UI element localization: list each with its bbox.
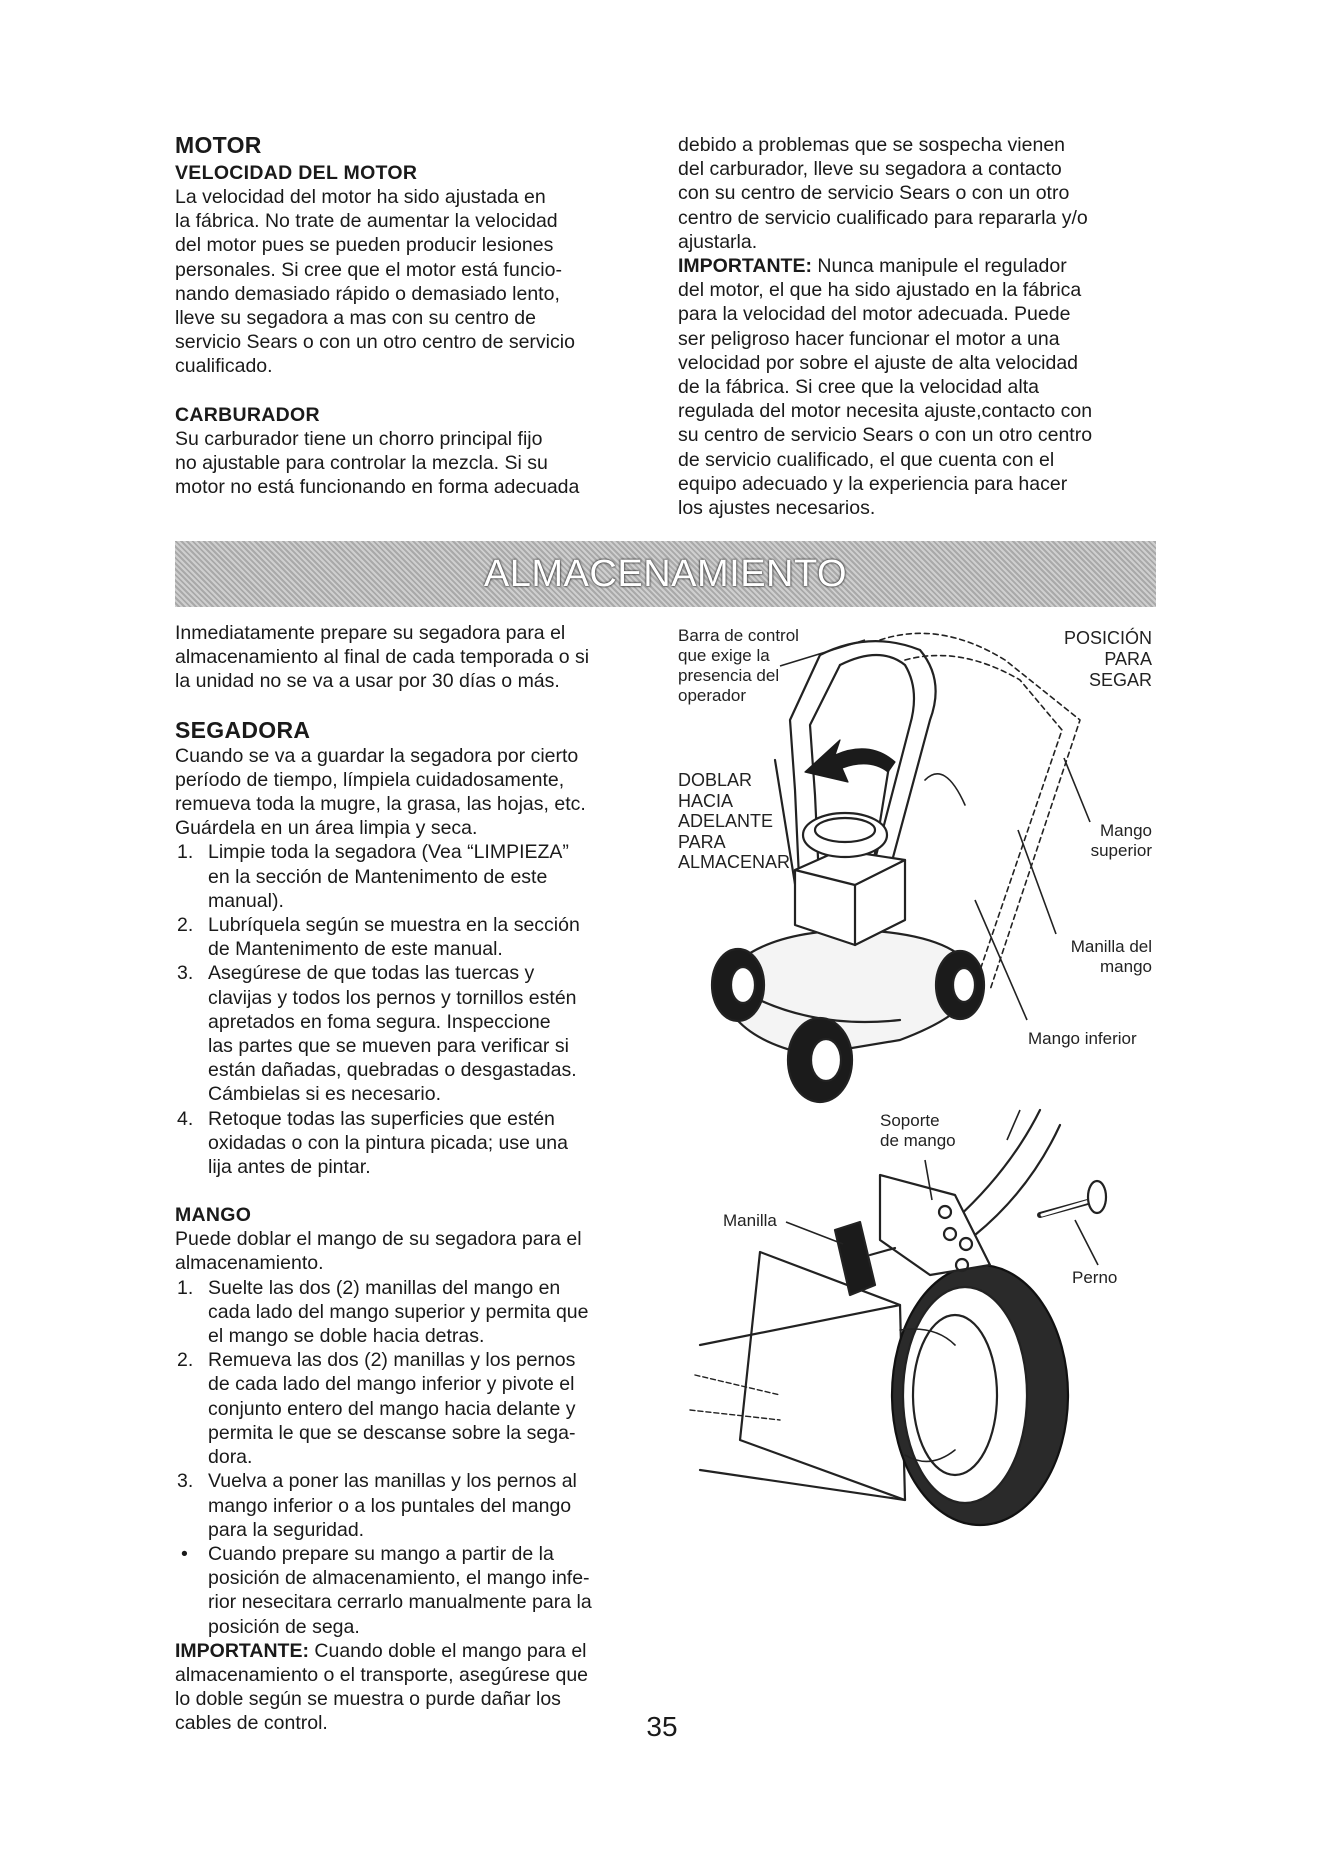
step-line: conjunto entero del mango hacia delante y bbox=[208, 1397, 576, 1420]
step-line: posición de sega. bbox=[208, 1615, 360, 1638]
label-line: Barra de control bbox=[678, 626, 799, 645]
label-line: de mango bbox=[880, 1131, 956, 1150]
page-number: 35 bbox=[646, 1711, 678, 1742]
step-line: Cuando prepare su mango a partir de la bbox=[208, 1542, 554, 1565]
segadora-heading: SEGADORA bbox=[175, 716, 311, 743]
intro-line: Inmediatamente prepare su segadora para el bbox=[175, 622, 566, 644]
motor-section bbox=[175, 131, 655, 499]
text-line: ser peligroso hacer funcionar el motor a una bbox=[678, 327, 1060, 350]
label-mango-superior bbox=[1040, 821, 1152, 861]
step-line: manual). bbox=[208, 889, 284, 912]
text-line: equipo adecuado y la experiencia para hacer bbox=[678, 472, 1068, 495]
step-line: en la sección de Mantenimento de este bbox=[208, 865, 548, 888]
list-item bbox=[175, 913, 665, 961]
step-line: las partes que se mueven para verificar si bbox=[208, 1035, 569, 1058]
step-line: Lubríquela según se muestra en la sección bbox=[208, 914, 580, 937]
step-line: permita le que se descanse sobre la sega- bbox=[208, 1421, 576, 1444]
velocidad-line: La velocidad del motor ha sido ajustada en bbox=[175, 186, 546, 208]
text-line: centro de servicio cualificado para repararla y/o bbox=[678, 206, 1088, 229]
step-number: 1. bbox=[177, 1276, 194, 1299]
list-item bbox=[175, 1542, 665, 1639]
step-line: Limpie toda la segadora (Vea “LIMPIEZA” bbox=[208, 841, 569, 864]
carburador-line: motor no está funcionando en forma adecuada bbox=[175, 476, 580, 499]
step-number: 3. bbox=[177, 1470, 194, 1493]
velocidad-line: personales. Si cree que el motor está funcio- bbox=[175, 258, 562, 281]
label-posicion-para-segar bbox=[1030, 628, 1152, 691]
segadora-line: período de tiempo, límpiela cuidadosamente, bbox=[175, 768, 565, 791]
velocidad-line: nando demasiado rápido o demasiado lento, bbox=[175, 282, 560, 305]
text-line: regulada del motor necesita ajuste,contacto con bbox=[678, 400, 1093, 423]
step-number: 1. bbox=[177, 841, 194, 864]
step-number: 3. bbox=[177, 962, 194, 985]
label-line: POSICIÓN bbox=[1063, 628, 1152, 648]
label-line: mango bbox=[1100, 957, 1152, 976]
step-line: para la seguridad. bbox=[208, 1518, 365, 1541]
mango-line: almacenamiento. bbox=[175, 1252, 324, 1275]
text-line: del motor, el que ha sido ajustado en la fábrica bbox=[678, 279, 1082, 302]
carburador-heading: CARBURADOR bbox=[175, 403, 320, 426]
step-line: posición de almacenamiento, el mango infe- bbox=[208, 1567, 590, 1590]
velocidad-line: cualificado. bbox=[175, 355, 273, 378]
step-line: de cada lado del mango inferior y pivote el bbox=[208, 1373, 575, 1396]
segadora-line: Cuando se va a guardar la segadora por cierto bbox=[175, 744, 579, 767]
label-line: presencia del bbox=[678, 666, 780, 685]
label-line: SEGAR bbox=[1088, 670, 1152, 690]
intro-line: la unidad no se va a usar por 30 días o más. bbox=[175, 670, 560, 693]
text-line: de la fábrica. Si cree que la velocidad alta bbox=[678, 376, 1039, 399]
step-line: Asegúrese de que todas las tuercas y bbox=[208, 962, 535, 985]
text-line: para la velocidad del motor adecuada. Puede bbox=[678, 303, 1071, 326]
carburador-line: Su carburador tiene un chorro principal fijo bbox=[175, 427, 543, 450]
label-line: Soporte bbox=[880, 1111, 940, 1130]
bullet: • bbox=[181, 1542, 188, 1565]
importante-paragraph bbox=[678, 254, 1158, 278]
importante-paragraph bbox=[175, 1639, 665, 1663]
step-line: Cámbielas si es necesario. bbox=[208, 1083, 442, 1106]
text-line: del carburador, lleve su segadora a contacto bbox=[678, 158, 1062, 181]
label-line: operador bbox=[678, 686, 747, 705]
text-line: los ajustes necesarios. bbox=[678, 497, 876, 520]
importante-line: almacenamiento o el transporte, asegúrese que bbox=[175, 1663, 589, 1686]
segadora-steps bbox=[175, 840, 665, 1179]
step-line: rior nesecitara cerrarlo manualmente para la bbox=[208, 1591, 592, 1614]
label-line: HACIA bbox=[678, 790, 734, 811]
step-line: están dañadas, quebradas o desgastadas. bbox=[208, 1059, 577, 1082]
list-item bbox=[175, 1469, 665, 1542]
text-line: debido a problemas que se sospecha vienen bbox=[678, 134, 1066, 156]
label-line: ADELANTE bbox=[678, 811, 774, 831]
step-line: clavijas y todos los pernos y tornillos estén bbox=[208, 986, 577, 1009]
importante-text: Cuando doble el mango para el bbox=[308, 1639, 587, 1662]
intro-line: almacenamiento al final de cada temporada o si bbox=[175, 646, 590, 669]
mango-steps bbox=[175, 1276, 665, 1639]
step-number: 2. bbox=[177, 1349, 194, 1372]
label-soporte-de-mango bbox=[880, 1111, 956, 1151]
label-line: que exige la bbox=[678, 646, 770, 665]
mango-heading: MANGO bbox=[175, 1204, 252, 1227]
label-line: superior bbox=[1090, 841, 1152, 860]
list-item bbox=[175, 840, 665, 913]
step-number: 4. bbox=[177, 1107, 194, 1130]
label-manilla: Manilla bbox=[723, 1211, 777, 1230]
label-line: Manilla del bbox=[1070, 937, 1152, 956]
label-manilla-del-mango bbox=[1020, 937, 1152, 977]
bracket-illustration bbox=[690, 1110, 1106, 1525]
almacenamiento-banner bbox=[175, 541, 1156, 607]
label-doblar-hacia-adelante bbox=[678, 770, 790, 873]
banner-title: ALMACENAMIENTO bbox=[483, 553, 848, 595]
motor-heading: MOTOR bbox=[175, 132, 262, 158]
text-line: ajustarla. bbox=[678, 230, 758, 253]
label-line: ALMACENAR bbox=[678, 852, 791, 872]
step-line: apretados en foma segura. Inspeccione bbox=[208, 1010, 551, 1033]
label-perno: Perno bbox=[1072, 1268, 1118, 1287]
list-item bbox=[175, 1348, 665, 1469]
label-line: Mango bbox=[1100, 821, 1152, 840]
velocidad-heading: VELOCIDAD DEL MOTOR bbox=[175, 162, 418, 184]
step-line: lija antes de pintar. bbox=[208, 1156, 371, 1179]
label-line: PARA bbox=[678, 831, 726, 852]
label-line: DOBLAR bbox=[678, 770, 753, 790]
storage-section bbox=[175, 621, 665, 1736]
mango-line: Puede doblar el mango de su segadora para el bbox=[175, 1228, 582, 1251]
importante-line: cables de control. bbox=[175, 1712, 328, 1735]
importante-text: Nunca manipule el regulador bbox=[811, 255, 1067, 278]
velocidad-line: del motor pues se pueden producir lesiones bbox=[175, 234, 554, 257]
label-mango-inferior: Mango inferior bbox=[1028, 1029, 1137, 1048]
importante-label: IMPORTANTE: bbox=[678, 255, 812, 278]
step-line: Vuelva a poner las manillas y los pernos al bbox=[208, 1470, 577, 1493]
step-line: Suelte las dos (2) manillas del mango en bbox=[208, 1276, 561, 1299]
segadora-line: Guárdela en un área limpia y seca. bbox=[175, 817, 478, 840]
segadora-line: remueva toda la mugre, la grasa, las hojas, etc. bbox=[175, 793, 586, 816]
step-line: Retoque todas las superficies que estén bbox=[208, 1107, 555, 1130]
step-line: de Mantenimento de este manual. bbox=[208, 938, 503, 961]
list-item bbox=[175, 1276, 665, 1349]
label-line: PARA bbox=[1104, 649, 1152, 669]
carburador-continued bbox=[678, 133, 1158, 520]
velocidad-line: servicio Sears o con un otro centro de servicio bbox=[175, 331, 575, 354]
step-line: el mango se doble hacia detras. bbox=[208, 1325, 485, 1348]
text-line: su centro de servicio Sears o con un otro centro bbox=[678, 424, 1093, 447]
velocidad-line: lleve su segadora a mas con su centro de bbox=[175, 307, 536, 330]
step-line: dora. bbox=[208, 1446, 253, 1469]
text-line: velocidad por sobre el ajuste de alta velocidad bbox=[678, 351, 1079, 374]
label-barra-de-control bbox=[678, 626, 799, 706]
step-line: Remueva las dos (2) manillas y los pernos bbox=[208, 1349, 576, 1372]
list-item bbox=[175, 961, 665, 1106]
text-line: de servicio cualificado, el que cuenta con el bbox=[678, 448, 1055, 471]
step-number: 2. bbox=[177, 914, 194, 937]
importante-label: IMPORTANTE: bbox=[175, 1639, 309, 1662]
step-line: mango inferior o a los puntales del mango bbox=[208, 1494, 572, 1517]
list-item bbox=[175, 1107, 665, 1180]
step-line: oxidadas o con la pintura picada; use una bbox=[208, 1131, 568, 1154]
text-line: con su centro de servicio Sears o con un otro bbox=[678, 182, 1070, 205]
carburador-line: no ajustable para controlar la mezcla. Si su bbox=[175, 451, 548, 474]
step-line: cada lado del mango superior y permita que bbox=[208, 1300, 589, 1323]
velocidad-line: la fábrica. No trate de aumentar la velocidad bbox=[175, 210, 558, 233]
importante-line: lo doble según se muestra o purde dañar los bbox=[175, 1688, 561, 1711]
